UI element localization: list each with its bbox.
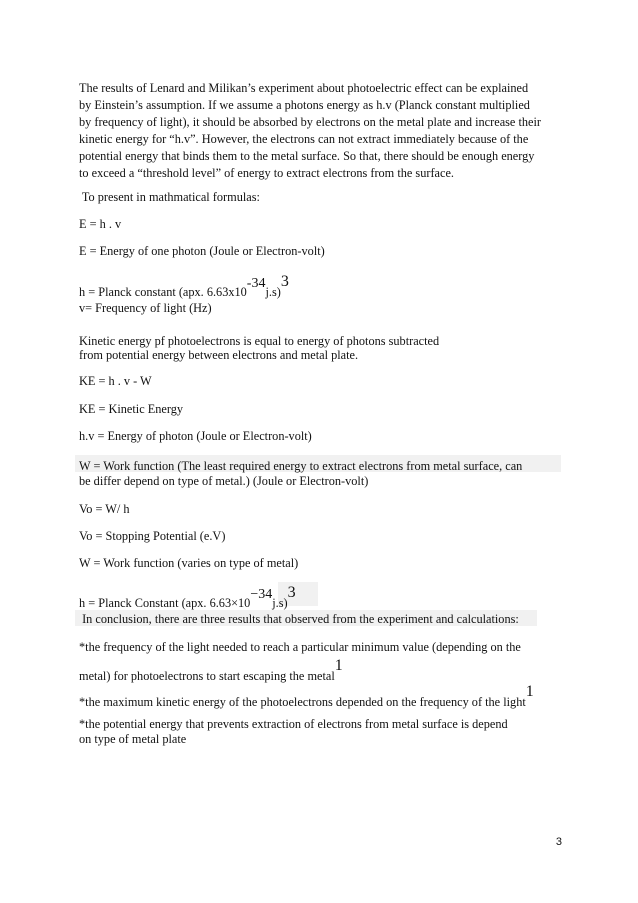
text-line: by Einstein’s assumption. If we assume a photons energy as h.v (Planck constant multiplied — [79, 98, 530, 112]
photon-energy-definition: h.v = Energy of photon (Joule or Electron-volt) — [79, 429, 312, 443]
text-line: to exceed a “threshold level” of energy to extract electrons from the surface. — [79, 166, 454, 180]
text-line: by frequency of light), it should be absorbed by electrons on the metal plate and increase their — [79, 115, 542, 129]
result-2-text: *the maximum kinetic energy of the photoelectrons depended on the frequency of the light — [79, 695, 526, 709]
stopping-potential-definition: Vo = Stopping Potential (e.V) — [79, 529, 226, 543]
kinetic-energy-definition: KE = Kinetic Energy — [79, 402, 184, 416]
footnote-ref: 1 — [525, 683, 534, 700]
energy-definition: E = Energy of one photon (Joule or Electron-volt) — [79, 244, 325, 258]
footnote-ref: 3 — [280, 273, 289, 290]
text-line: kinetic energy for “h.v”. However, the electrons can not extract immediately because of the — [79, 132, 529, 146]
planck-prefix: h = Planck Constant (apx. 6.63×10 — [79, 596, 251, 610]
text-line: Kinetic energy pf photoelectrons is equal to energy of photons subtracted — [79, 334, 440, 348]
result-2 — [79, 683, 534, 710]
equation-kinetic-energy: KE = h . v - W — [79, 374, 152, 388]
conclusion-text: In conclusion, there are three results that observed from the experiment and calculations: — [79, 612, 519, 626]
planck-prefix: h = Planck constant (apx. 6.63x10 — [79, 285, 247, 299]
planck-suffix: j.s) — [265, 285, 281, 299]
planck-constant-line — [79, 273, 289, 300]
text-line: be differ depend on type of metal.) (Joule or Electron-volt) — [79, 474, 369, 488]
work-function-definition: W = Work function (varies on type of metal) — [79, 556, 299, 570]
equation-stopping-potential: Vo = W/ h — [79, 502, 130, 516]
formulas-heading: To present in mathmatical formulas: — [79, 190, 260, 204]
text-line: from potential energy between electrons and metal plate. — [79, 348, 359, 362]
planck-exponent: -34 — [246, 276, 266, 291]
equation-energy: E = h . v — [79, 217, 122, 231]
footnote-ref: 1 — [334, 657, 343, 674]
planck-exponent: −34 — [250, 587, 273, 602]
result-1-text: metal) for photoelectrons to start escaping the metal — [79, 669, 335, 683]
planck-constant-line-2 — [79, 584, 296, 611]
footnote-ref: 3 — [287, 584, 296, 601]
text-line: W = Work function (The least required energy to extract electrons from metal surface, can — [79, 459, 523, 473]
frequency-definition: v= Frequency of light (Hz) — [79, 301, 212, 315]
planck-suffix: j.s) — [272, 596, 288, 610]
text-line: potential energy that binds them to the metal surface. So that, there should be enough energy — [79, 149, 535, 163]
text-line: on type of metal plate — [79, 732, 187, 746]
text-line: *the potential energy that prevents extraction of electrons from metal surface is depend — [79, 717, 508, 731]
page-number: 3 — [555, 836, 562, 848]
text-line — [79, 657, 343, 684]
text-line: The results of Lenard and Milikan’s experiment about photoelectric effect can be explained — [79, 81, 529, 95]
text-line: *the frequency of the light needed to reach a particular minimum value (depending on the — [79, 640, 521, 654]
